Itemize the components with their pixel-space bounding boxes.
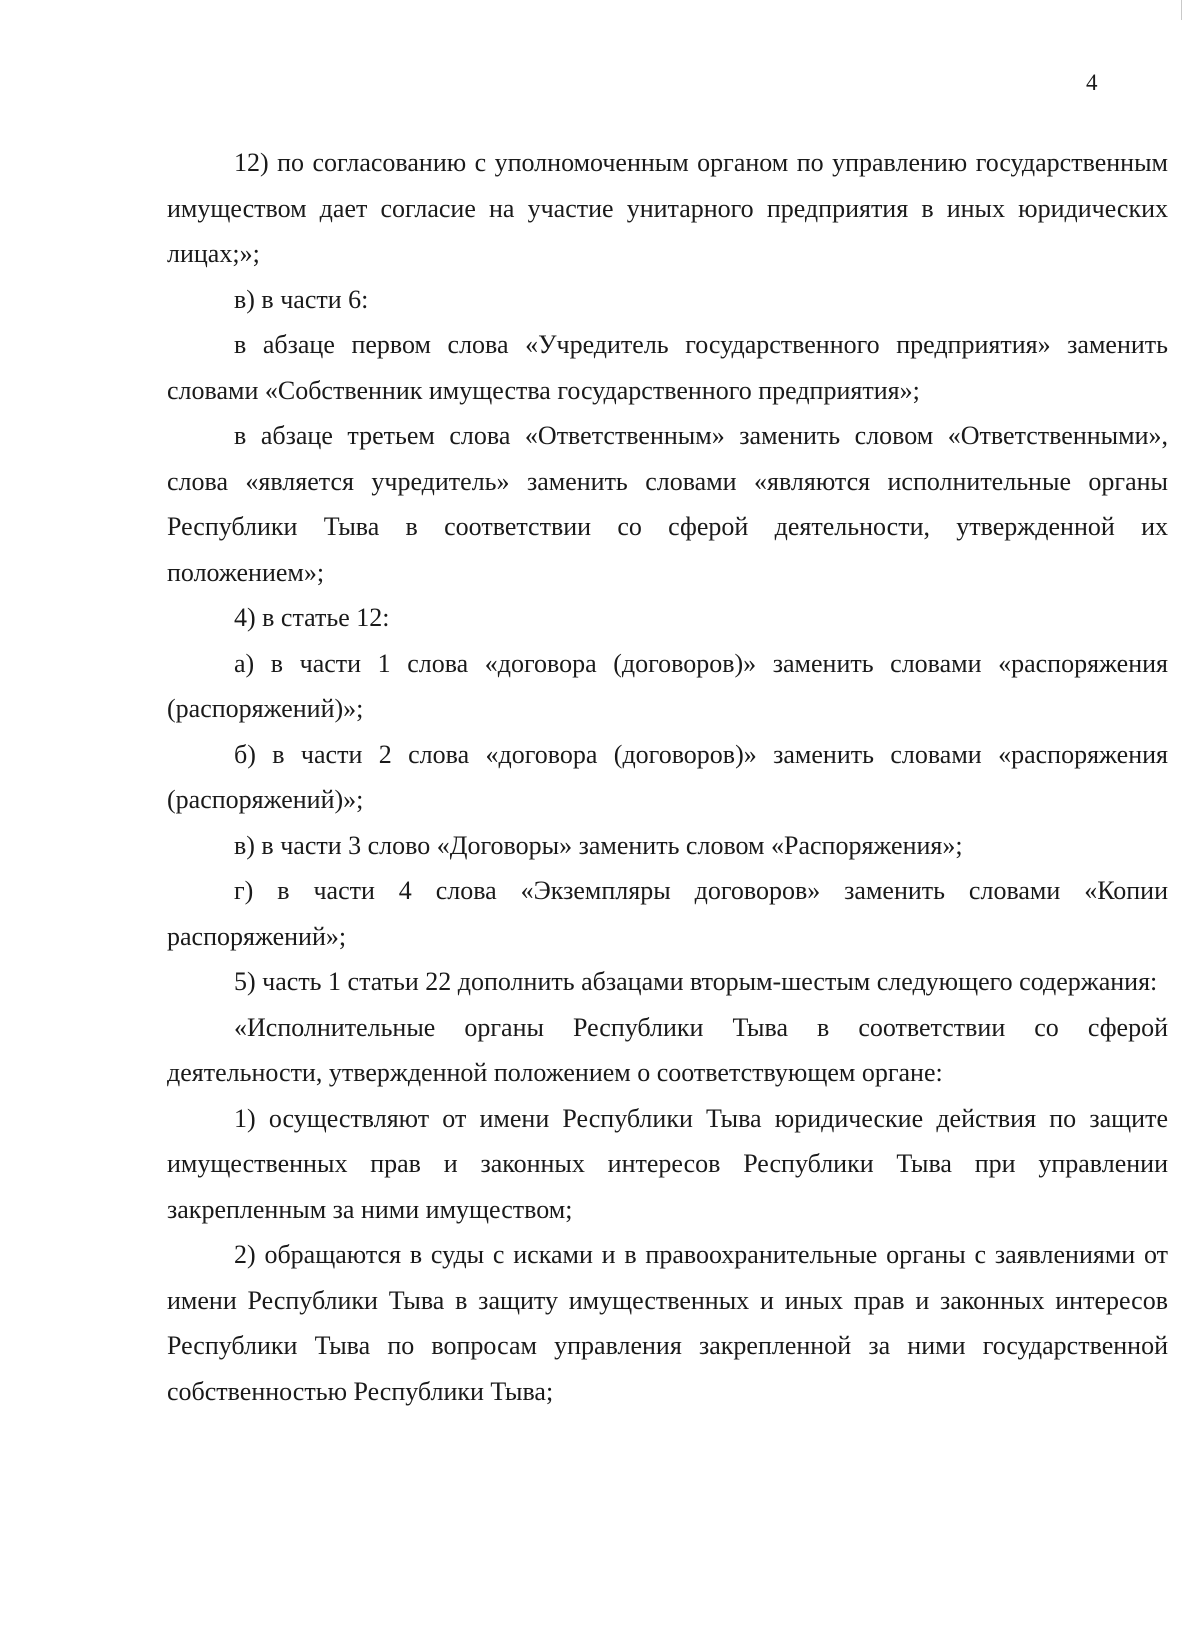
paragraph-executive-bodies: «Исполнительные органы Республики Тыва в соответствии со сферой деятельности, утвержденной положением о соответствующем органе: xyxy=(167,1012,1168,1087)
page-number: 4 xyxy=(1086,70,1098,95)
paragraph-first-abzac: в абзаце первом слова «Учредитель государственного предприятия» заменить словами «Собственник имущества государственного предприятия»; xyxy=(167,330,1168,405)
paragraph-clause-2: 2) обращаются в суды с исками и в правоохранительные органы с заявлениями от имени Республики Тыва в защиту имущественных и иных прав и законных интересов Республики Тыва по вопросам управления закрепленной за ними государственной собственностью Республики Тыва; xyxy=(167,1240,1168,1406)
paragraph-article-22: 5) часть 1 статьи 22 дополнить абзацами вторым-шестым следующего содержания: xyxy=(234,967,1158,996)
paragraph-subitem-v-part3: в) в части 3 слово «Договоры» заменить словом «Распоряжения»; xyxy=(234,830,963,860)
paragraph-subitem-a: а) в части 1 слова «договора (договоров)» заменить словами «распоряжения (распоряжений)»; xyxy=(167,648,1168,723)
paragraph-article-12: 4) в статье 12: xyxy=(234,603,390,632)
paragraph-clause-1: 1) осуществляют от имени Республики Тыва юридические действия по защите имущественных прав и законных интересов Республики Тыва при управлении закрепленным за ними имуществом; xyxy=(167,1103,1168,1224)
scan-edge-mark xyxy=(1181,0,1182,20)
paragraph-third-abzac: в абзаце третьем слова «Ответственным» заменить словом «Ответственными», слова «является учредитель» заменить словами «являются исполнительные органы Республики Тыва в соответствии со сферой деятельности, утвержденной их положением»; xyxy=(167,421,1168,587)
paragraph-item-12: 12) по согласованию с уполномоченным органом по управлению государственным имуществом дает согласие на участие унитарного предприятия в иных юридических лицах;»; xyxy=(167,148,1168,268)
paragraph-subitem-b: б) в части 2 слова «договора (договоров)» заменить словами «распоряжения (распоряжений)»; xyxy=(167,739,1168,814)
paragraph-subitem-g: г) в части 4 слова «Экземпляры договоров» заменить словами «Копии распоряжений»; xyxy=(167,876,1168,951)
document-body xyxy=(167,140,1168,1414)
paragraph-subitem-v: в) в части 6: xyxy=(234,284,369,314)
